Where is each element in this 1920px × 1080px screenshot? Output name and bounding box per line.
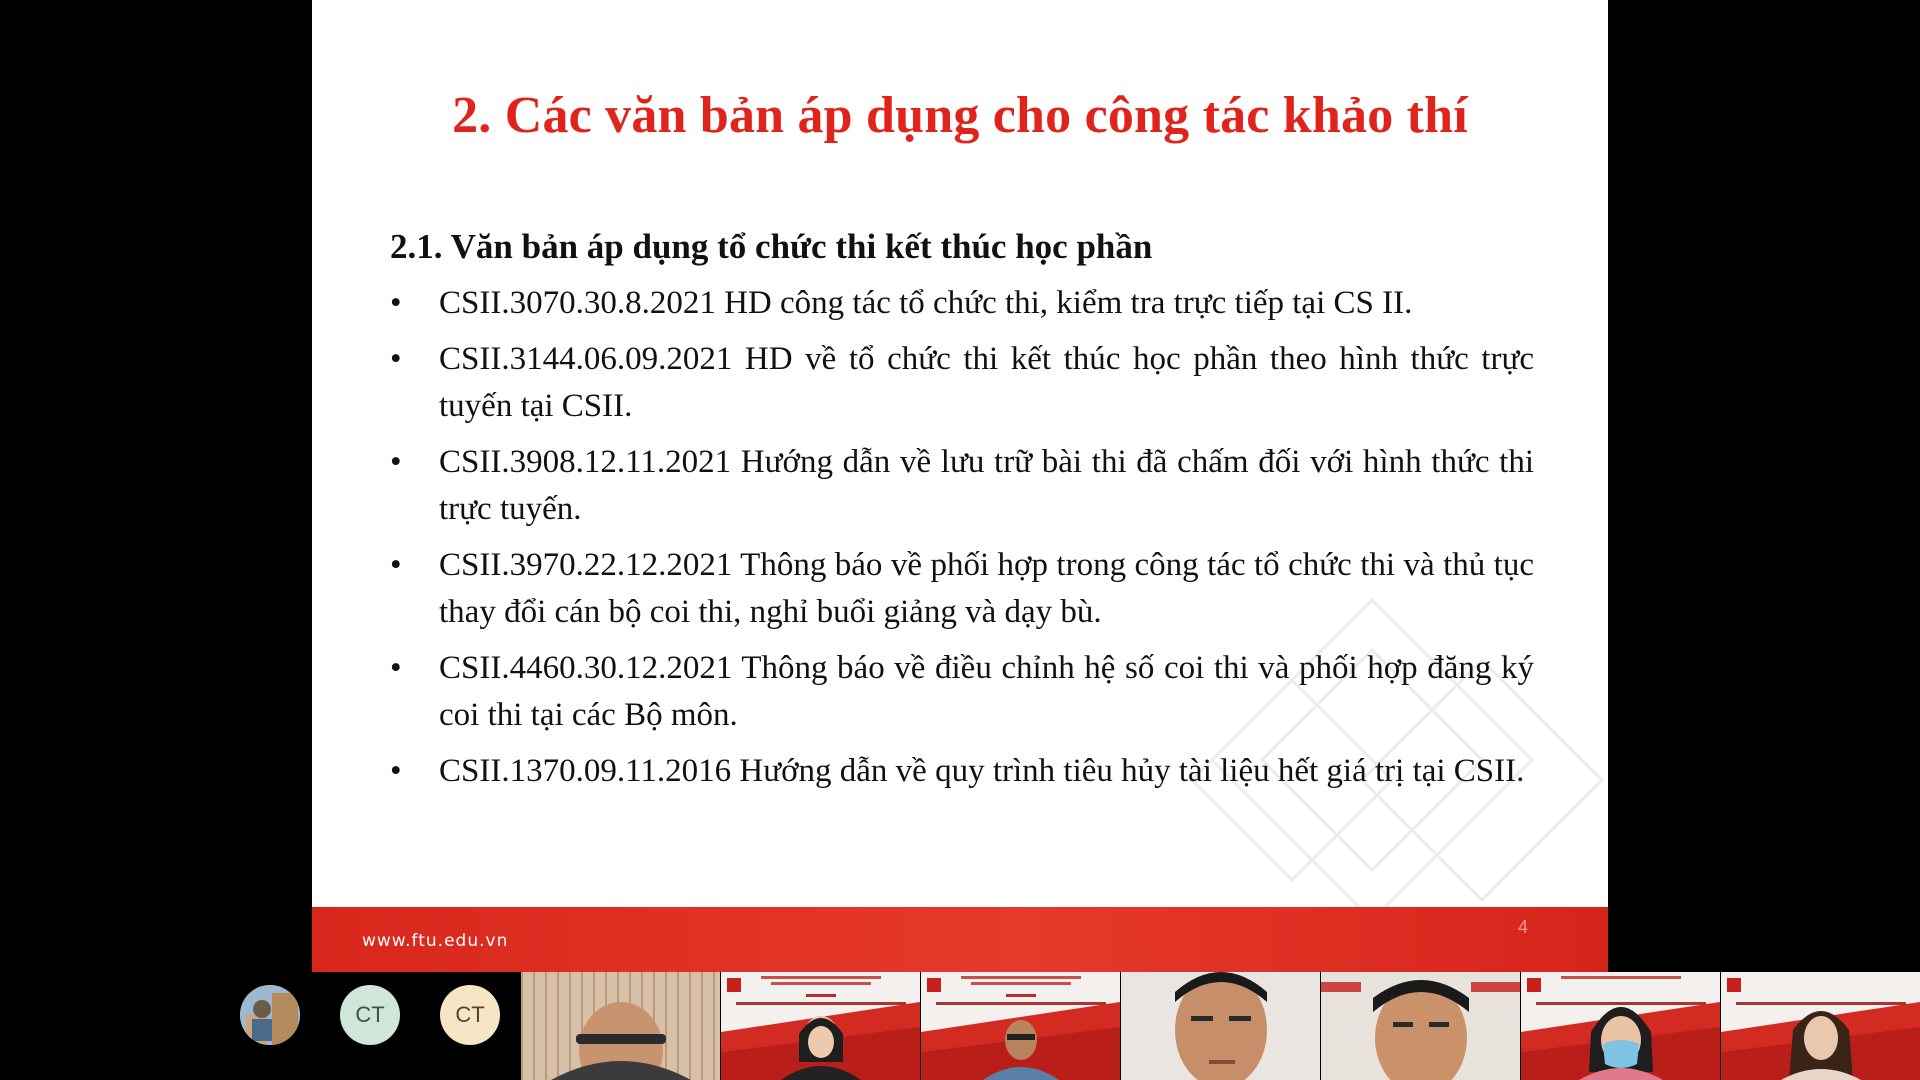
- participant-avatar[interactable]: [440, 985, 500, 1045]
- list-item: [390, 336, 1534, 430]
- participant-strip: [0, 972, 1920, 1080]
- video-feed: [1321, 972, 1520, 1080]
- list-item: [390, 645, 1534, 739]
- list-item-text: CSII.4460.30.12.2021 Thông báo về điều chỉnh hệ số coi thi và phối hợp đăng ký coi thi tại các Bộ môn.: [439, 650, 1534, 733]
- document-list: [390, 280, 1534, 804]
- participant-video-tile[interactable]: [521, 972, 720, 1080]
- video-feed: [921, 972, 1120, 1080]
- video-feed: [521, 972, 720, 1080]
- bullet-dot: •: [390, 753, 402, 789]
- slide-footer: [312, 907, 1608, 972]
- participant-video-tile[interactable]: [1121, 972, 1320, 1080]
- list-item: [390, 542, 1534, 636]
- participant-video-tile[interactable]: [921, 972, 1120, 1080]
- footer-url: www.ftu.edu.vn: [362, 931, 509, 951]
- avatar-initials: CT: [355, 1002, 385, 1027]
- profile-photo-icon: [240, 985, 300, 1045]
- list-item: [390, 280, 1534, 327]
- list-item: [390, 748, 1534, 795]
- participant-video-tile[interactable]: [1321, 972, 1520, 1080]
- bullet-dot: •: [390, 650, 402, 686]
- participant-avatar[interactable]: [340, 985, 400, 1045]
- slide-title: 2. Các văn bản áp dụng cho công tác khảo thí: [452, 87, 1468, 144]
- list-item-text: CSII.3070.30.8.2021 HD công tác tổ chức thi, kiểm tra trực tiếp tại CS II.: [439, 285, 1413, 321]
- bullet-dot: •: [390, 285, 402, 321]
- video-feed: [1521, 972, 1720, 1080]
- slide-page-number: 4: [1517, 917, 1528, 937]
- video-feed: [1121, 972, 1320, 1080]
- participant-video-tile[interactable]: [721, 972, 920, 1080]
- video-feed: [721, 972, 920, 1080]
- section-subheading: 2.1. Văn bản áp dụng tổ chức thi kết thúc học phần: [390, 227, 1153, 266]
- bullet-dot: •: [390, 444, 402, 480]
- list-item-text: CSII.1370.09.11.2016 Hướng dẫn về quy trình tiêu hủy tài liệu hết giá trị tại CSII.: [439, 753, 1525, 789]
- bullet-dot: •: [390, 547, 402, 583]
- participant-avatar-photo[interactable]: [240, 985, 300, 1045]
- participant-video-tile[interactable]: [1521, 972, 1720, 1080]
- bullet-dot: •: [390, 341, 402, 377]
- list-item-text: CSII.3970.22.12.2021 Thông báo về phối hợp trong công tác tổ chức thi và thủ tục thay đổi cán bộ coi thi, nghỉ buổi giảng và dạy bù.: [439, 547, 1534, 630]
- video-feed: [1721, 972, 1920, 1080]
- avatar-initials: CT: [455, 1002, 485, 1027]
- list-item: [390, 439, 1534, 533]
- participant-video-tile[interactable]: [1721, 972, 1920, 1080]
- presentation-slide: [312, 0, 1608, 972]
- list-item-text: CSII.3144.06.09.2021 HD về tổ chức thi kết thúc học phần theo hình thức trực tuyến tại CSII.: [439, 341, 1534, 424]
- list-item-text: CSII.3908.12.11.2021 Hướng dẫn về lưu trữ bài thi đã chấm đối với hình thức thi trực tuyến.: [439, 444, 1534, 527]
